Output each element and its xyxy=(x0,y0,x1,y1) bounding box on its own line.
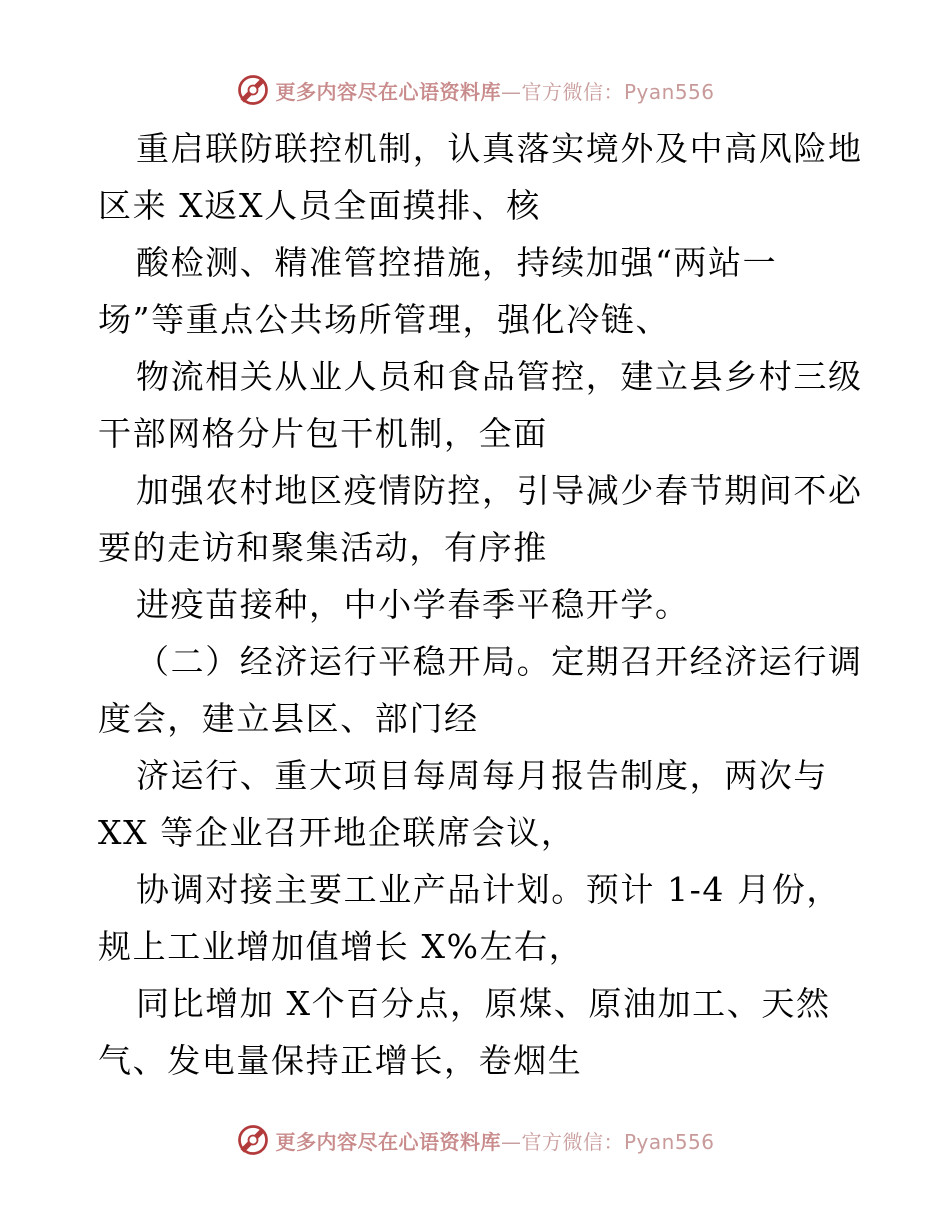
brand-logo-icon xyxy=(235,1122,271,1158)
text-line: 进疫苗接种，中小学春季平稳开学。 xyxy=(136,585,690,624)
footer-watermark xyxy=(0,1120,950,1160)
text-line: 物流相关从业人员和食品管控，建立县乡村三级 xyxy=(136,357,863,396)
text-line: 度会，建立县区、部门经 xyxy=(98,699,479,738)
text-line: 气、发电量保持正增长，卷烟生 xyxy=(98,1041,583,1080)
text-line: 区来 X返X人员全面摸排、核 xyxy=(98,186,541,225)
text-line: （二）经济运行平稳开局。定期召开经济运行调 xyxy=(136,642,863,681)
watermark-wechat-id: Pyan556 xyxy=(623,79,715,104)
text-line: 协调对接主要工业产品计划。预计 1-4 月份， xyxy=(136,870,841,909)
watermark-wechat-label: 官方微信： xyxy=(521,1129,624,1154)
watermark-text xyxy=(275,1126,714,1155)
watermark-wechat-id: Pyan556 xyxy=(623,1129,715,1154)
watermark-separator: — xyxy=(500,1129,522,1154)
text-line: 干部网格分片包干机制，全面 xyxy=(98,414,548,453)
text-line: XX 等企业召开地企联席会议， xyxy=(98,813,576,852)
watermark-separator: — xyxy=(500,79,522,104)
header-watermark xyxy=(0,70,950,110)
brand-logo-icon xyxy=(235,72,271,108)
text-line: 要的走访和聚集活动，有序推 xyxy=(98,528,548,567)
text-line: 加强农村地区疫情防控，引导减少春节期间不必 xyxy=(136,471,863,510)
text-line: 场”等重点公共场所管理，强化冷链、 xyxy=(98,300,671,339)
text-line: 规上工业增加值增长 X%左右， xyxy=(98,927,584,966)
watermark-text xyxy=(275,76,714,105)
watermark-main-text: 更多内容尽在心语资料库 xyxy=(275,1129,501,1154)
watermark-wechat-label: 官方微信： xyxy=(521,79,624,104)
text-line: 重启联防联控机制，认真落实境外及中高风险地 xyxy=(136,129,863,168)
text-line: 济运行、重大项目每周每月报告制度，两次与 xyxy=(136,756,828,795)
watermark-main-text: 更多内容尽在心语资料库 xyxy=(275,79,501,104)
text-line: 同比增加 X个百分点，原煤、原油加工、天然 xyxy=(136,984,831,1023)
text-line: 酸检测、精准管控措施，持续加强“两站一 xyxy=(136,243,778,282)
